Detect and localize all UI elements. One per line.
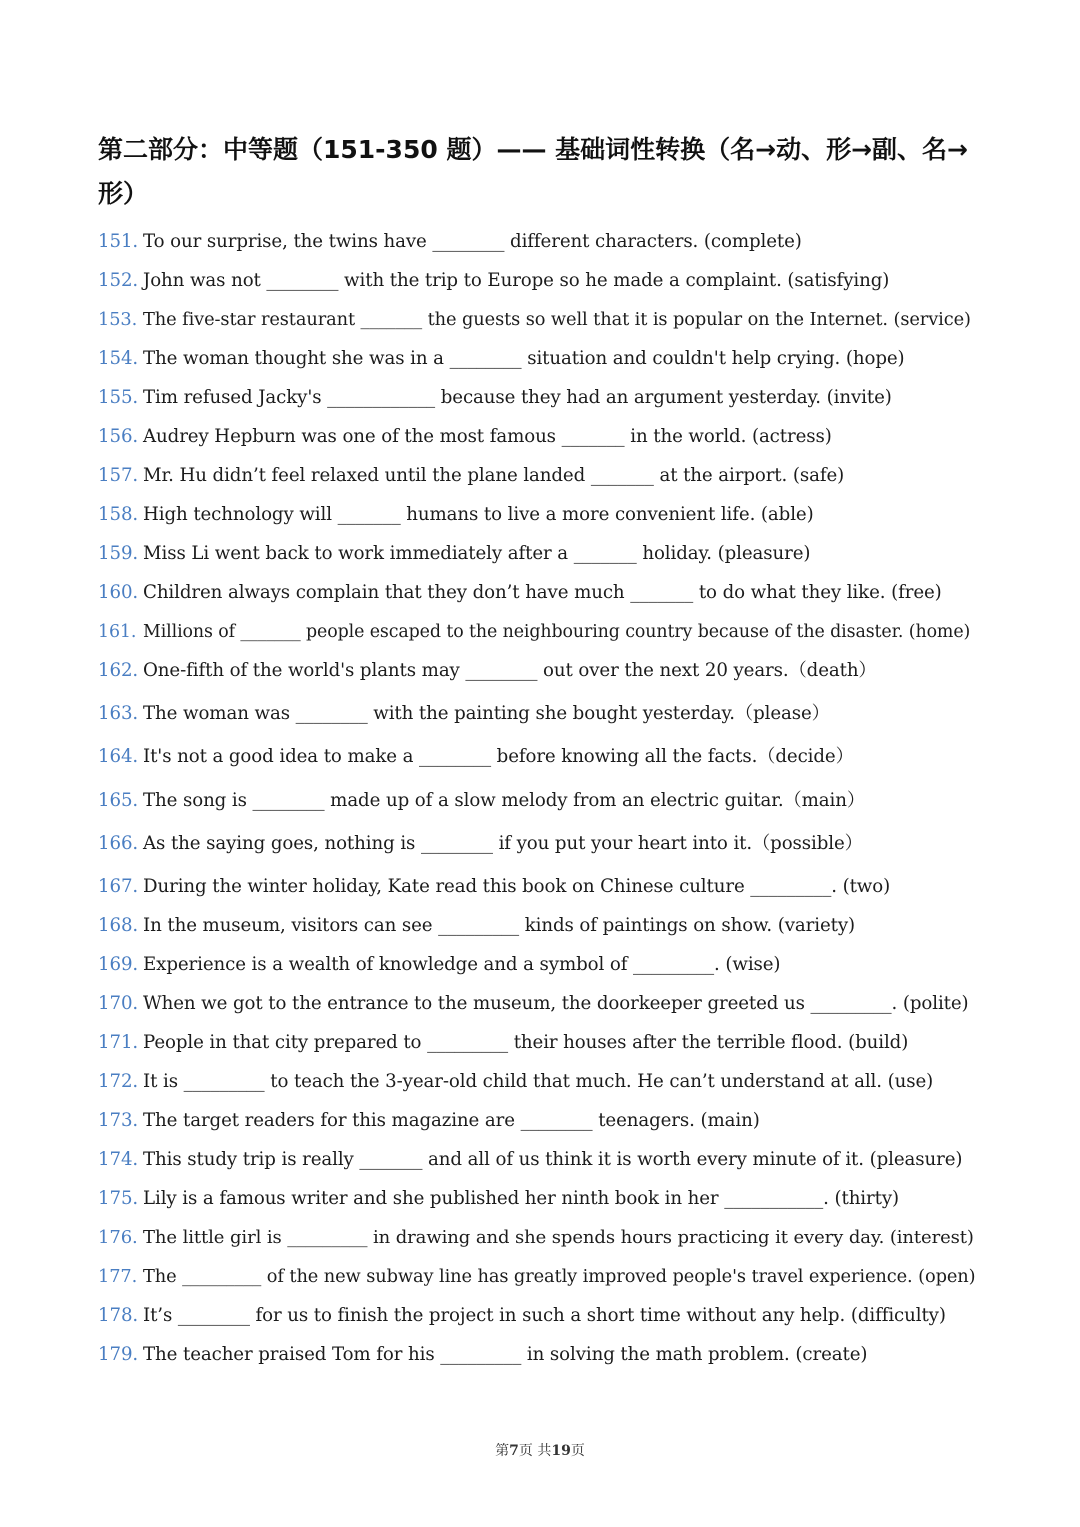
question-item: [98, 908, 855, 944]
question-text: Children always complain that they don’t have much _______ to do what they like. (free): [143, 582, 942, 603]
question-item: [98, 380, 892, 416]
question-text: The woman thought she was in a ________ situation and couldn't help crying. (hope): [143, 348, 905, 369]
question-text: High technology will _______ humans to live a more convenient life. (able): [143, 504, 814, 525]
question-number: 165.: [98, 790, 139, 811]
question-item: [98, 419, 832, 455]
section-heading: 第二部分：中等题（151-350 题）—— 基础词性转换（名→动、形→副、名→形）: [98, 135, 968, 208]
question-text: When we got to the entrance to the museum, the doorkeeper greeted us _________. (polite): [143, 993, 969, 1014]
question-item: [98, 263, 889, 299]
question-item: [98, 1259, 975, 1295]
footer-suffix: 页: [570, 1443, 585, 1459]
question-text: People in that city prepared to _________ their houses after the terrible flood. (build): [143, 1032, 909, 1053]
question-number: 160.: [98, 582, 139, 603]
question-item: [98, 614, 970, 650]
question-number: 171.: [98, 1032, 139, 1053]
question-item: [98, 947, 780, 983]
question-text: It's not a good idea to make a ________ before knowing all the facts.（decide）: [143, 746, 854, 767]
question-number: 166.: [98, 833, 139, 854]
question-item: [98, 1103, 760, 1139]
question-text: Miss Li went back to work immediately after a _______ holiday. (pleasure): [143, 543, 811, 564]
question-text: The five-star restaurant _______ the guests so well that it is popular on the Internet. (service): [143, 309, 971, 330]
question-number: 174.: [98, 1149, 139, 1170]
question-item: [98, 341, 905, 377]
question-number: 158.: [98, 504, 139, 525]
question-item: [98, 739, 854, 775]
question-number: 152.: [98, 270, 139, 291]
question-text: To our surprise, the twins have ________ different characters. (complete): [143, 231, 802, 252]
question-item: [98, 1142, 962, 1178]
question-number: 157.: [98, 465, 139, 486]
page-footer: [0, 1440, 1080, 1460]
question-number: 175.: [98, 1188, 139, 1209]
question-number: 164.: [98, 746, 139, 767]
question-number: 167.: [98, 876, 139, 897]
question-text: It’s ________ for us to finish the project in such a short time without any help. (difficulty): [143, 1305, 946, 1326]
question-number: 159.: [98, 543, 139, 564]
footer-page-number: 7: [509, 1443, 519, 1459]
question-number: 162.: [98, 660, 139, 681]
question-text: The woman was ________ with the painting she bought yesterday.（please）: [143, 703, 830, 724]
question-item: [98, 302, 971, 338]
question-item: [98, 986, 969, 1022]
question-text: It is _________ to teach the 3-year-old child that much. He can’t understand at all. (use): [143, 1071, 934, 1092]
question-text: The little girl is _________ in drawing and she spends hours practicing it every day. (interest): [143, 1227, 974, 1248]
question-number: 170.: [98, 993, 139, 1014]
question-text: The song is ________ made up of a slow melody from an electric guitar.（main）: [143, 790, 865, 811]
question-text: Tim refused Jacky's ____________ because they had an argument yesterday. (invite): [143, 387, 892, 408]
question-text: In the museum, visitors can see _________ kinds of paintings on show. (variety): [143, 915, 855, 936]
question-number: 169.: [98, 954, 139, 975]
question-number: 161.: [98, 622, 137, 642]
question-item: [98, 696, 830, 732]
question-number: 156.: [98, 426, 139, 447]
question-text: The target readers for this magazine are ________ teenagers. (main): [143, 1110, 760, 1131]
question-text: As the saying goes, nothing is ________ if you put your heart into it.（possible）: [143, 833, 863, 854]
question-number: 155.: [98, 387, 139, 408]
question-item: [98, 1337, 867, 1373]
question-item: [98, 1220, 974, 1256]
question-item: [98, 1298, 946, 1334]
question-item: [98, 783, 865, 819]
question-text: This study trip is really _______ and all of us think it is worth every minute of it. (pleasure): [143, 1149, 963, 1170]
question-number: 168.: [98, 915, 139, 936]
question-text: Experience is a wealth of knowledge and a symbol of _________. (wise): [143, 954, 781, 975]
question-item: [98, 458, 844, 494]
footer-total-pages: 19: [551, 1443, 571, 1459]
question-item: [98, 575, 942, 611]
question-number: 177.: [98, 1266, 138, 1287]
question-text: The teacher praised Tom for his _________ in solving the math problem. (create): [143, 1344, 868, 1365]
question-number: 179.: [98, 1344, 139, 1365]
question-text: John was not ________ with the trip to Europe so he made a complaint. (satisfying): [143, 270, 890, 291]
question-item: [98, 224, 802, 260]
question-number: 151.: [98, 231, 139, 252]
question-number: 153.: [98, 309, 138, 330]
question-text: Lily is a famous writer and she published her ninth book in her ___________. (thirty): [143, 1188, 899, 1209]
question-text: One-fifth of the world's plants may ________ out over the next 20 years.（death）: [143, 660, 877, 681]
question-item: [98, 1064, 933, 1100]
question-item: [98, 497, 814, 533]
question-number: 173.: [98, 1110, 139, 1131]
question-item: [98, 826, 863, 862]
question-item: [98, 1025, 908, 1061]
question-number: 178.: [98, 1305, 139, 1326]
question-text: Mr. Hu didn’t feel relaxed until the plane landed _______ at the airport. (safe): [143, 465, 845, 486]
question-item: [98, 869, 890, 905]
question-number: 172.: [98, 1071, 139, 1092]
question-item: [98, 653, 877, 689]
footer-middle: 页 共: [518, 1443, 552, 1459]
question-text: During the winter holiday, Kate read this book on Chinese culture _________. (two): [143, 876, 891, 897]
footer-prefix: 第: [495, 1443, 510, 1459]
question-text: The _________ of the new subway line has greatly improved people's travel experience. (open): [143, 1266, 976, 1287]
question-number: 163.: [98, 703, 139, 724]
question-item: [98, 536, 810, 572]
question-item: [98, 1181, 899, 1217]
question-text: Audrey Hepburn was one of the most famous _______ in the world. (actress): [143, 426, 832, 447]
question-text: Millions of _______ people escaped to the neighbouring country because of the disaster. (home): [143, 622, 971, 642]
question-number: 154.: [98, 348, 139, 369]
question-number: 176.: [98, 1227, 138, 1248]
